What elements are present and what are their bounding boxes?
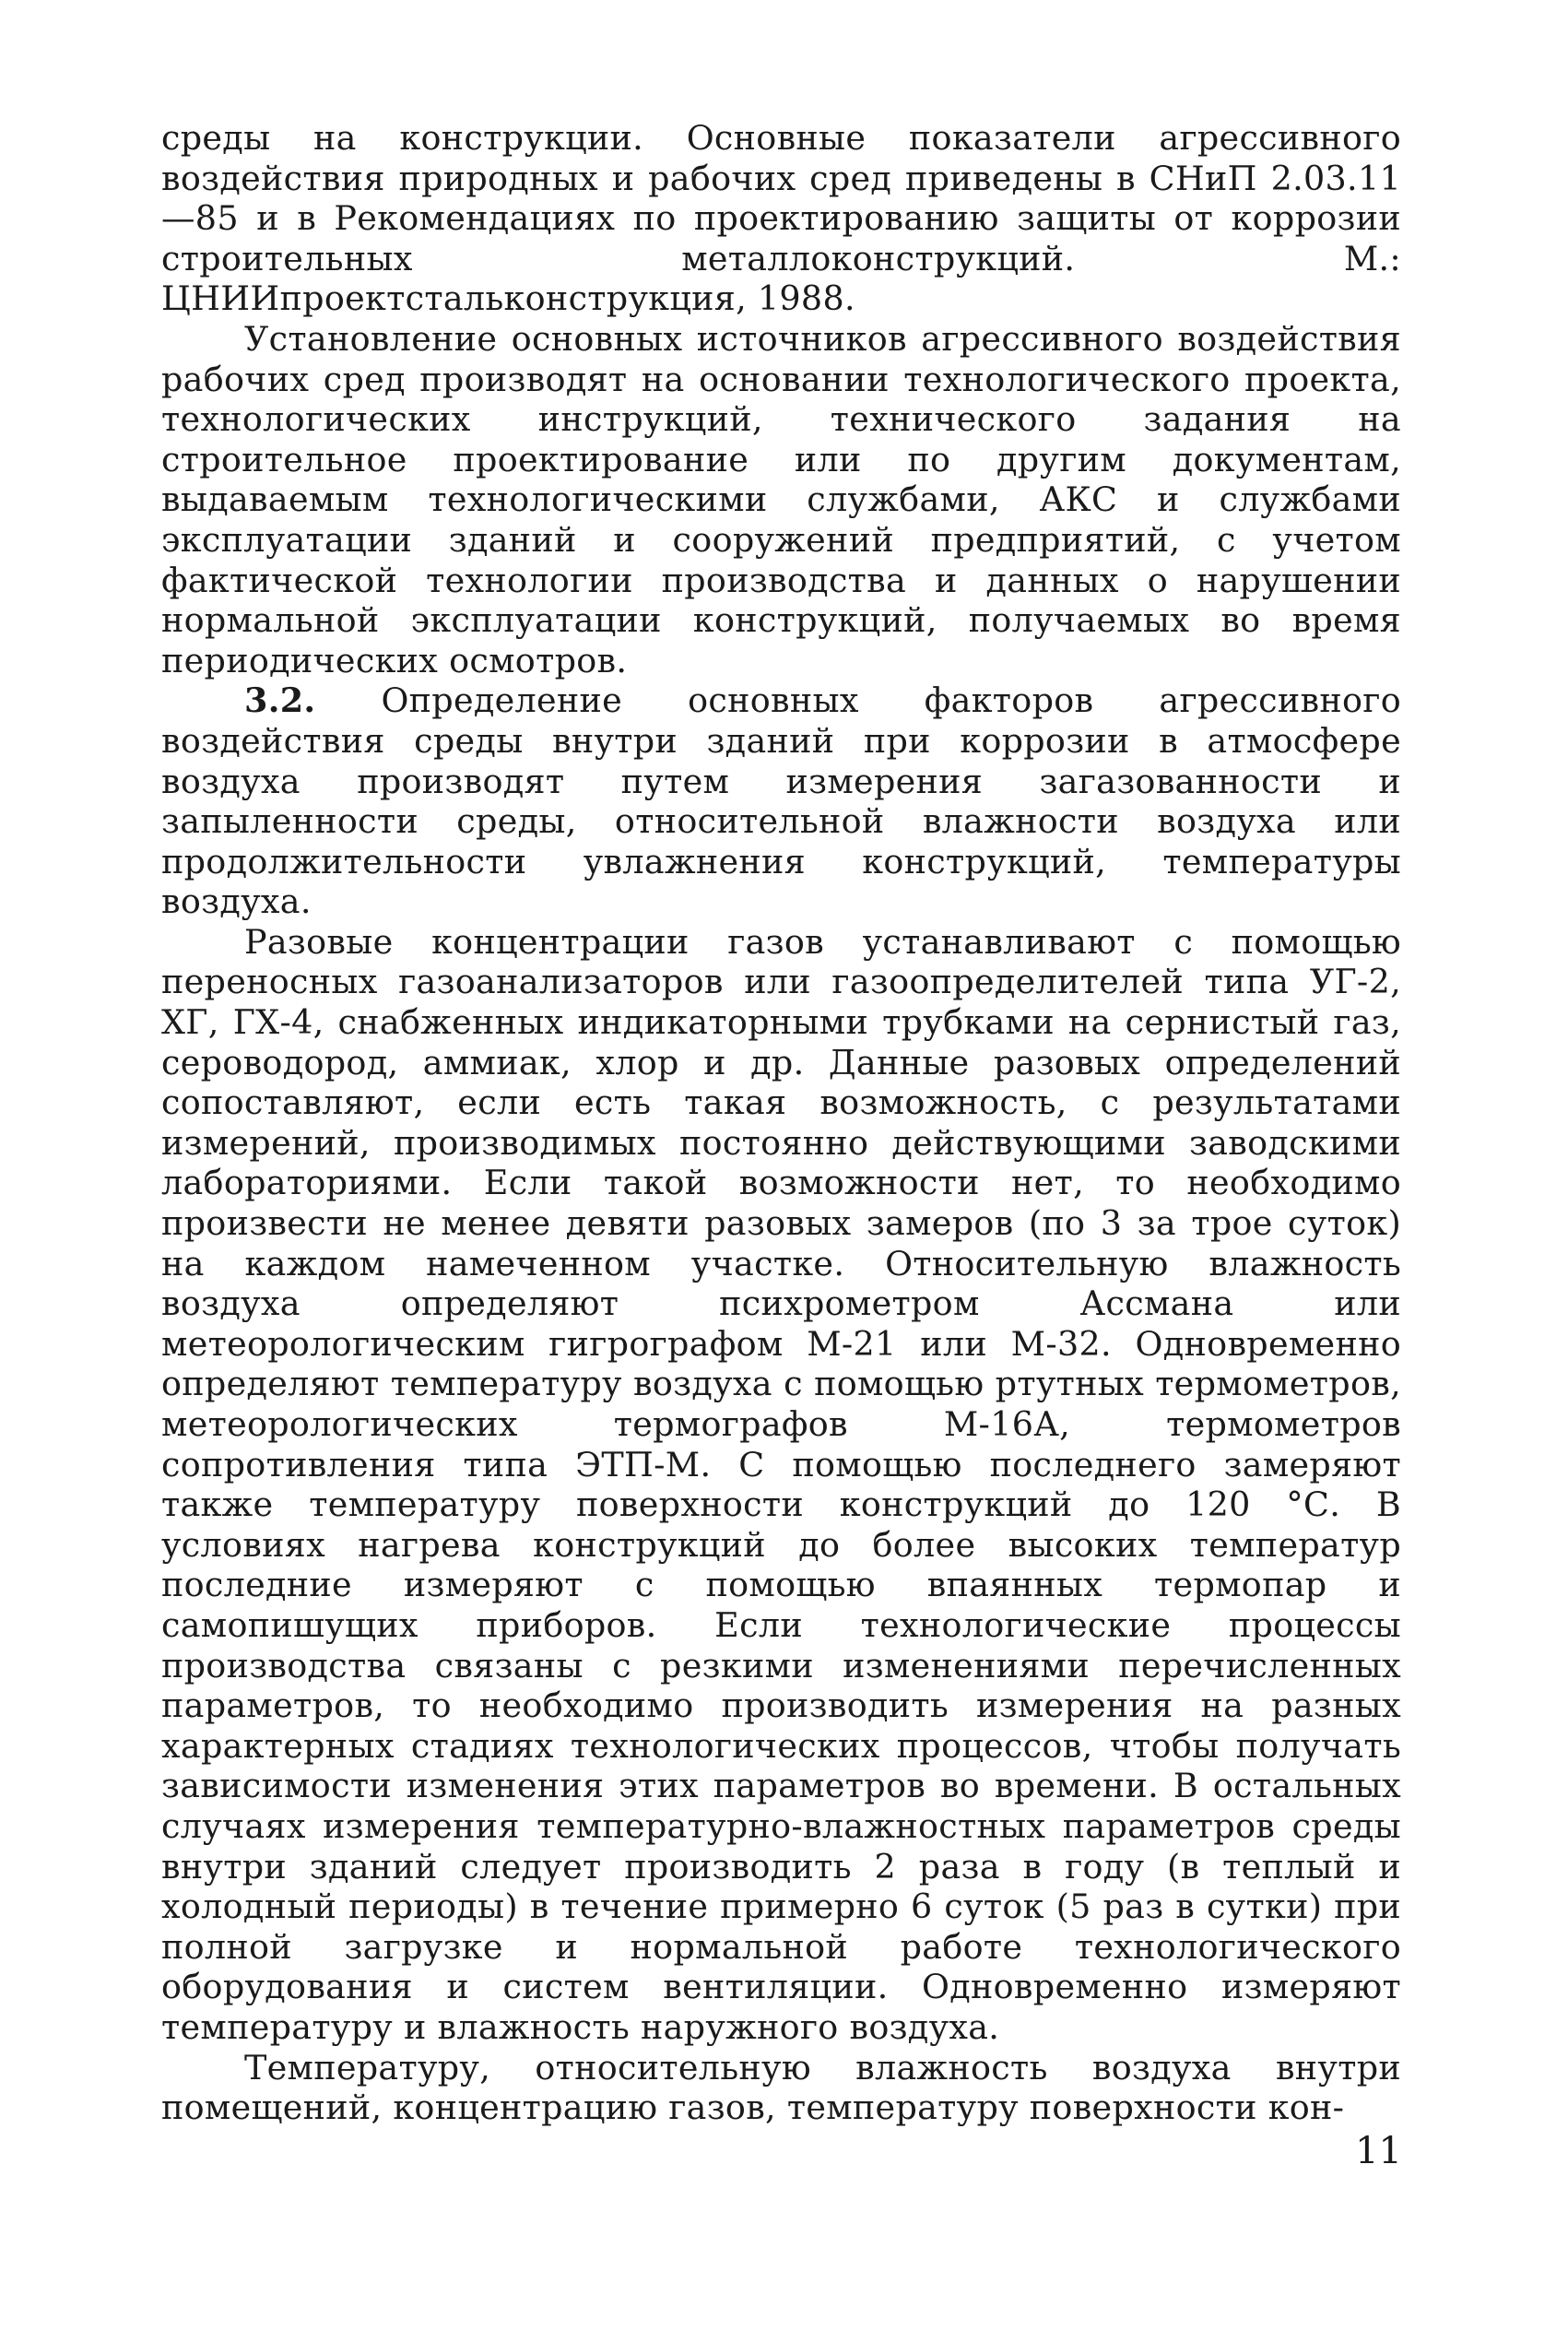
paragraph-text: Разовые концентрации газов устанавливают с помощью переносных газоанализаторов или газоопределителей типа УГ-2, ХГ, ГХ-4, снабженных индикаторными трубками на сернистый газ, сероводород, аммиак, хлор и др. Данные разовых определений сопоставляют, если есть такая возможность, с результатами измерений, производимых постоянно действующими заводскими лабораториями. Если такой возможности нет, то необходимо произвести не менее девяти разовых замеров (по 3 за трое суток) на каждом намеченном участке. Относительную влажность воздуха определяют психрометром Ассмана или метеорологическим гигрографом М-21 или М-32. Одновременно определяют температуру воздуха с помощью ртутных термометров, метеорологических термографов М-16А, термометров сопротивления типа ЭТП-М. С помощью последнего замеряют также температуру поверхности конструкций до 120 °С. В условиях нагрева конструкций до более высоких температур последние измеряют с помощью впаянных термопар и самопишущих приборов. Если технологические процессы производства связаны с резкими изменениями перечисленных параметров, то необходимо производить измерения на разных характерных стадиях технологических процессов, чтобы получать зависимости изменения этих параметров во времени. В остальных случаях измерения температурно-влажностных параметров среды внутри зданий следует производить 2 раза в году (в теплый и холодный периоды) в течение примерно 6 суток (5 раз в сутки) при полной загрузке и нормальной работе технологического оборудования и систем вентиляции. Одновременно измеряют температуру и влажность наружного воздуха.: [161, 921, 1401, 2047]
paragraph-final: [161, 2048, 1401, 2128]
paragraph-measurements: [161, 922, 1401, 2048]
body-text: [161, 118, 1401, 2128]
paragraph-continuation: [161, 118, 1401, 319]
paragraph-sources: [161, 319, 1401, 680]
paragraph-text: Установление основных источников агрессивного воздействия рабочих сред производят на основании технологического проекта, технологических инструкций, технического задания на строительное проектирование или по другим документам, выдаваемым технологическими службами, АКС и службами эксплуатации зданий и сооружений предприятий, с учетом фактической технологии производства и данных о нарушении нормальной эксплуатации конструкций, получаемых во время периодических осмотров.: [161, 318, 1401, 680]
paragraph-section-3-2: [161, 680, 1401, 922]
paragraph-text: среды на конструкции. Основные показатели агрессивного воздействия природных и рабочих сред приведены в СНиП 2.03.11—85 и в Рекомендациях по проектированию защиты от коррозии строительных металлоконструкций. М.: ЦНИИпроектстальконструкция, 1988.: [161, 118, 1401, 319]
section-number: 3.2.: [244, 680, 316, 721]
page-number: 11: [1355, 2130, 1402, 2172]
paragraph-text: Температуру, относительную влажность воздуха внутри помещений, концентрацию газов, температуру поверхности кон-: [161, 2047, 1401, 2128]
paragraph-text: Определение основных факторов агрессивного воздействия среды внутри зданий при коррозии в атмосфере воздуха производят путем измерения загазованности и запыленности среды, относительной влажности воздуха или продолжительности увлажнения конструкций, температуры воздуха.: [161, 680, 1401, 922]
